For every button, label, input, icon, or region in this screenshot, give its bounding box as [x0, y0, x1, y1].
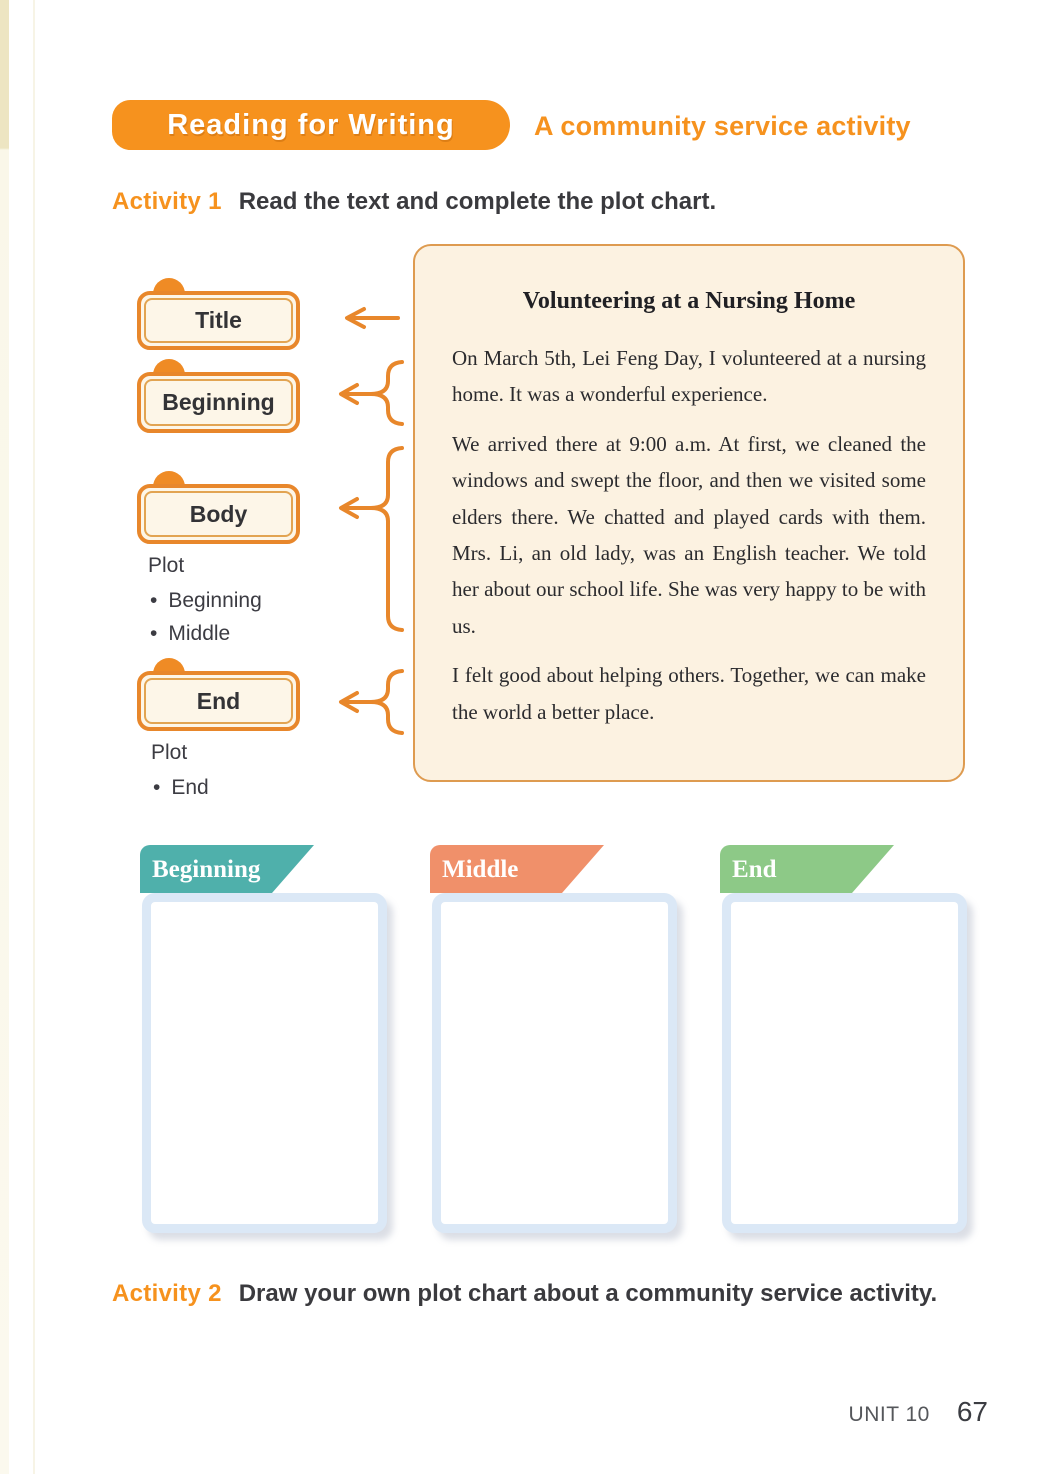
activity1-instruction: Read the text and complete the plot chart.: [238, 188, 717, 215]
answer-group-middle: [430, 845, 677, 893]
reading-paragraph-body: We arrived there at 9:00 a.m. At first, we cleaned the windows and swept the floor, and then we visited some elders there. We chatted and played cards with them. Mrs. Li, an old lady, was an English teacher. We told her about our school life. She was very happy to be with us.: [452, 431, 926, 638]
brace-end-icon: [341, 671, 402, 733]
answer-group-beginning: [140, 845, 387, 893]
tab-middle-label: Middle: [442, 856, 519, 883]
body-notes-heading: Plot: [148, 554, 185, 577]
end-plot-notes: [151, 738, 209, 804]
reading-text-panel: [413, 244, 965, 782]
plot-node-title-label: Title: [195, 307, 242, 333]
body-plot-notes: [148, 551, 262, 650]
activity2-heading: [112, 1280, 937, 1308]
tab-end: [720, 845, 967, 893]
tab-end-label: End: [732, 856, 777, 883]
activity2-label: Activity 2: [112, 1280, 222, 1307]
activity2-instruction: Draw your own plot chart about a community service activity.: [238, 1280, 938, 1307]
section-banner-label: Reading for Writing: [167, 108, 455, 141]
answer-box-end[interactable]: [722, 893, 967, 1233]
plot-node-end: [137, 671, 300, 731]
plot-node-body: [137, 484, 300, 544]
section-topic: A community service activity: [534, 111, 911, 141]
page-edge-strip: [0, 0, 9, 1474]
activity1-label: Activity 1: [112, 188, 222, 215]
arrow-title-icon: [347, 309, 398, 327]
body-notes-bullet: • Beginning: [148, 584, 262, 617]
plot-node-title: [137, 291, 300, 350]
unit-label: UNIT 10: [848, 1403, 930, 1426]
reading-title: Volunteering at a Nursing Home: [522, 288, 856, 314]
activity1-heading: [112, 188, 716, 216]
plot-node-beginning: [137, 372, 300, 433]
plot-node-end-label: End: [196, 687, 241, 714]
page-footer: [849, 1396, 988, 1428]
reading-paragraph-beginning: On March 5th, Lei Feng Day, I volunteered at a nursing home. It was a wonderful experience.: [452, 346, 926, 407]
plot-node-body-label: Body: [189, 500, 248, 527]
end-notes-heading: Plot: [151, 741, 188, 764]
tab-beginning: [140, 845, 387, 893]
reading-paragraph-end: I felt good about helping others. Together, we can make the world a better place.: [452, 663, 926, 724]
page-number: 67: [956, 1396, 988, 1427]
body-notes-bullet: • Middle: [148, 617, 262, 650]
brace-beginning-icon: [341, 362, 402, 424]
tab-beginning-label: Beginning: [152, 856, 261, 883]
page-fold-line: [33, 0, 35, 1474]
answer-group-end: [720, 845, 967, 893]
section-banner: [112, 100, 510, 150]
answer-box-middle[interactable]: [432, 893, 677, 1233]
end-notes-bullet: • End: [151, 771, 209, 804]
brace-body-icon: [341, 448, 402, 630]
tab-middle: [430, 845, 677, 893]
plot-node-beginning-label: Beginning: [162, 389, 275, 415]
answer-box-beginning[interactable]: [142, 893, 387, 1233]
